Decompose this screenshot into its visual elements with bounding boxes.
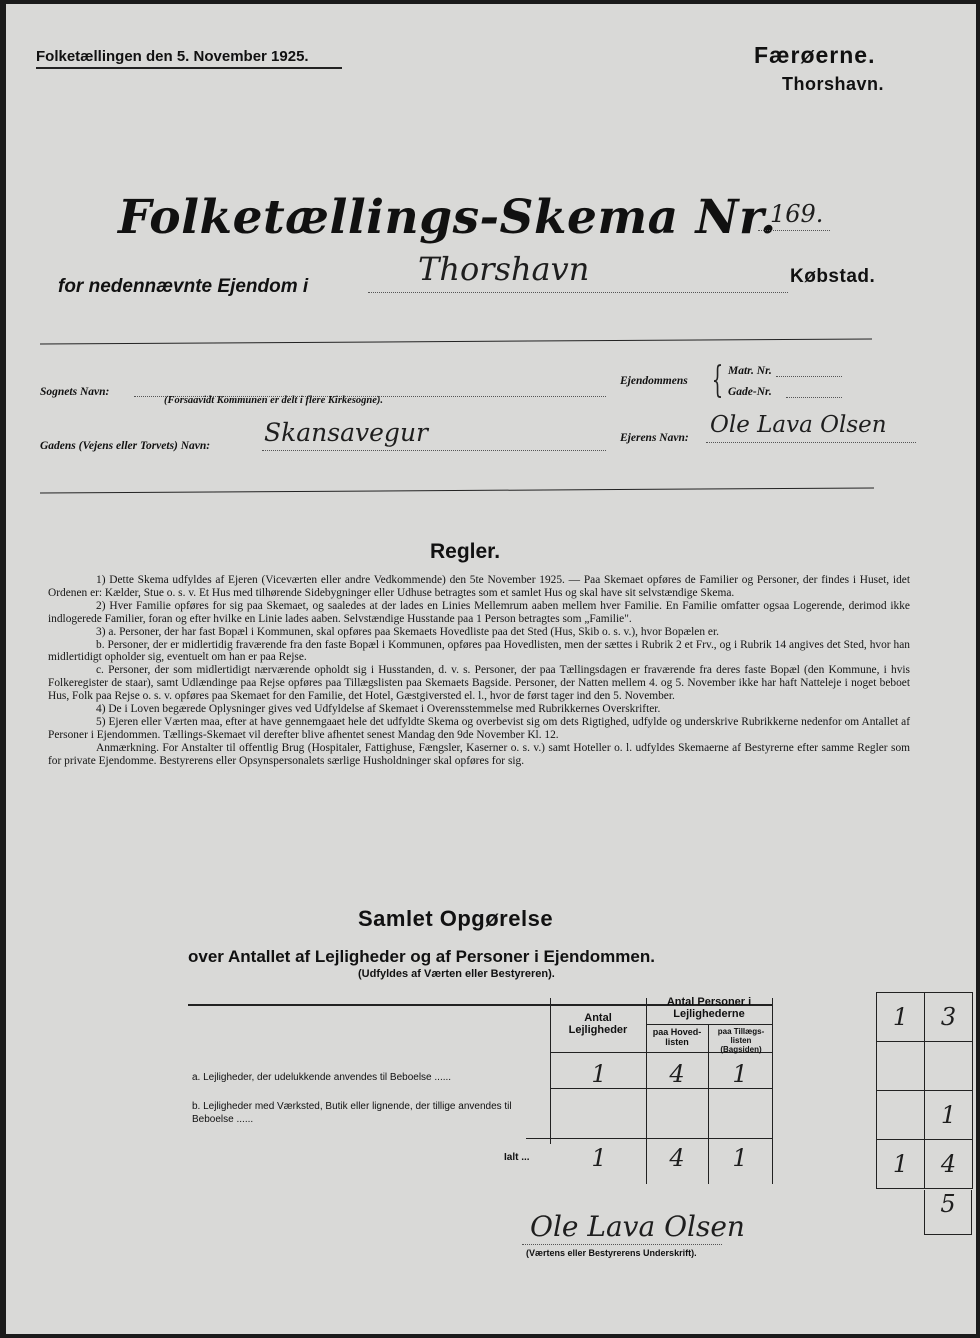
col-persons-header: Antal Personer i Lejlighederne xyxy=(666,996,752,1020)
form-number[interactable]: 169. xyxy=(770,200,824,228)
rule-4: 4) De i Loven begærede Oplysninger gives ved Udfyldelse af Skemaet i Overensstemmelse med Rubrikkernes Overskrifter. xyxy=(96,703,661,716)
region-label: Færøerne. xyxy=(754,42,876,68)
rule-note: Anmærkning. For Anstalter til offentlig Brug (Hospitaler, Fattighuse, Fængsler, Kaserner o. s. v.) samt Hoteller o. l. udfyldes Skemaerne af Bestyrerne efter samme Regler som for private Ejendomme. Bestyrerens eller Opsynspersonalets særlige Husholdninger skal opføres for sig. xyxy=(48,741,910,767)
dotted-line xyxy=(706,442,916,443)
owner-label: Ejerens Navn: xyxy=(620,432,689,444)
row-a-apartments[interactable]: 1 xyxy=(591,1060,607,1088)
tally-cell[interactable] xyxy=(877,1091,925,1140)
rule-2: 2) Hver Familie opføres for sig paa Skemaet, og saaledes at der lades en Linies Mellemrum aaben mellem hver Familie. En Familie omfatter ogsaa Logerende, derimod ikke indlogerede Familier, foran og efter hvilke en Linie lades aaben. Selvstændige Husstande paa 1 Person betragtes som „Familie". xyxy=(48,599,910,625)
rule-3b: b. Personer, der er midlertidig fraværende fra den faste Bopæl i Kommunen, opføres paa Hovedlisten, men der sættes i Rubrik 2 et Frv., og i Rubrik 14 angives det Sted, hvor han midlertidigt opholder sig, eventuelt om han er paa Rejse. xyxy=(48,638,910,664)
brace-icon: { xyxy=(711,360,724,401)
rule-1: 1) Dette Skema udfyldes af Ejeren (Viceværten eller andre Vedkommende) den 5te November 1925. — Paa Skemaet opføres de Familier og Personer, der findes i Huset, idet Ordenen er: Kælder, Stue o. s. v. Et Hus med tilhørende Sidebygninger eller Udhuse betragtes som et samlet Hus og skal have sit selvstændige Skema. xyxy=(48,574,910,599)
tally-cell[interactable]: 1 xyxy=(877,993,925,1042)
street-label: Gadens (Vejens eller Torvets) Navn: xyxy=(40,440,211,452)
table-vline xyxy=(550,998,551,1144)
summary-title: Samlet Opgørelse xyxy=(358,906,554,931)
col-main-header: paa Hoved-listen xyxy=(652,1027,702,1047)
street-value[interactable]: Skansavegur xyxy=(264,418,428,447)
rules-heading: Regler. xyxy=(430,540,501,563)
signature-line xyxy=(522,1244,722,1245)
separator-line xyxy=(40,338,872,344)
rule-5: 5) Ejeren eller Værten maa, efter at have gennemgaaet hele det udfyldte Skema og overbevist sig om dets Rigtighed, udfylde og underskrive Rubrikkerne nedenfor om Antallet af Personer i Ejendommen. Tællings-Skemaet vil derefter blive afhentet senest Mandag den 9de November Kl. 12. xyxy=(48,715,910,741)
total-apartments[interactable]: 1 xyxy=(591,1144,607,1172)
dotted-line xyxy=(262,450,606,451)
matr-input-line[interactable] xyxy=(776,376,842,377)
tally-total-cell[interactable]: 5 xyxy=(924,1190,972,1235)
total-main[interactable]: 4 xyxy=(669,1144,685,1172)
property-label: Ejendommens xyxy=(620,375,688,387)
dotted-line xyxy=(758,230,830,231)
separator-line xyxy=(40,487,874,493)
table-hline xyxy=(550,1088,772,1089)
tally-cell[interactable]: 1 xyxy=(877,1140,925,1189)
form-title: Folketællings-Skema Nr. xyxy=(118,190,777,245)
gade-label: Gade-Nr. xyxy=(728,386,772,398)
property-suffix: Købstad. xyxy=(790,266,876,287)
table-hline xyxy=(646,1024,772,1025)
tally-cell[interactable]: 3 xyxy=(925,993,973,1042)
parish-note: (Forsaavidt Kommunen er delt i flere Kirkesogne). xyxy=(164,395,384,406)
col-supp-header: paa Tillægs-listen (Bagsiden) xyxy=(717,1027,765,1054)
row-a-supp[interactable]: 1 xyxy=(732,1060,748,1088)
summary-instruction: (Udfyldes af Værten eller Bestyreren). xyxy=(358,968,555,980)
table-vline xyxy=(772,998,773,1184)
dotted-line xyxy=(368,292,788,293)
property-prefix: for nedennævnte Ejendom i xyxy=(58,276,309,297)
summary-subtitle: over Antallet af Lejligheder og af Personer i Ejendommen. xyxy=(188,947,655,966)
matr-label: Matr. Nr. xyxy=(728,365,772,377)
table-vline xyxy=(708,1024,709,1184)
total-label: Ialt ... xyxy=(504,1152,530,1163)
city-label: Thorshavn. xyxy=(782,74,885,94)
underline xyxy=(36,67,342,69)
row-a-label: a. Lejligheder, der udelukkende anvendes til Beboelse ...... xyxy=(192,1072,452,1083)
census-date-line: Folketællingen den 5. November 1925. xyxy=(36,48,309,65)
owner-value[interactable]: Ole Lava Olsen xyxy=(710,412,887,438)
tally-cell[interactable] xyxy=(925,1042,973,1091)
census-form xyxy=(6,4,976,1334)
signature[interactable]: Ole Lava Olsen xyxy=(530,1210,745,1243)
table-hline xyxy=(526,1138,772,1139)
total-supp[interactable]: 1 xyxy=(732,1144,748,1172)
rule-3c: c. Personer, der som midlertidigt nærværende opholdt sig i Husstanden, d. v. s. Personer, der paa Tællingsdagen er fraværende fra deres faste Bopæl (den Kommune, i hvis Folkeregister de staar), samt Udlændinge paa Rejse opføres paa Tillægslisten paa Skemaets Bagside. Personer, der Natten mellem 4. og 5. November ikke har haft Natteleje i noget beboet Hus, Folk paa Rejse o. s. v. opføres paa Skemaet for den Familie, det Hotel, Gæstgiversted el. l., hvor de først tager ind den 5. November. xyxy=(48,664,910,703)
col-apartments-header: Antal Lejligheder xyxy=(568,1012,628,1036)
side-tally-grid xyxy=(876,992,973,1189)
row-a-main[interactable]: 4 xyxy=(669,1060,685,1088)
gade-input-line[interactable] xyxy=(786,397,842,398)
parish-label: Sognets Navn: xyxy=(40,386,110,398)
row-b-label: b. Lejligheder med Værksted, Butik eller lignende, der tillige anvendes til Beboelse ...... xyxy=(192,1101,512,1125)
tally-cell[interactable]: 1 xyxy=(925,1091,973,1140)
rule-3a: 3) a. Personer, der har fast Bopæl i Kommunen, skal opføres paa Skemaets Hovedliste paa det Sted (Hus, Skib o. s. v.), hvor Bopælen er. xyxy=(96,625,719,638)
rules-text xyxy=(48,574,910,768)
signature-caption: (Værtens eller Bestyrerens Underskrift). xyxy=(526,1248,697,1258)
tally-cell[interactable]: 4 xyxy=(925,1140,973,1189)
tally-cell[interactable] xyxy=(877,1042,925,1091)
property-place[interactable]: Thorshavn xyxy=(418,250,590,288)
table-vline xyxy=(646,998,647,1184)
